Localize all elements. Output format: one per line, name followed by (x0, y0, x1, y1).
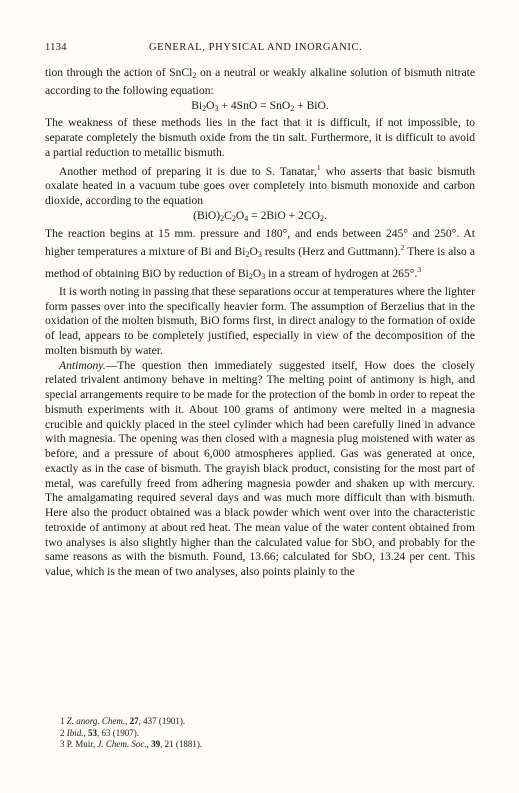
section-title: Antimony. (59, 358, 106, 372)
paragraph-6: Antimony.—The question then immediately suggested itself, How does the closely related trivalent antimony behave in melting? The melting point of antimony is high, and special arrangements require to be made for the protection of the bomb in order to repeat the bismuth experiments with it. About 100 grams of antimony were melted in a magnesia crucible and quickly placed in the steel cylinder which had been carefully lined in advance with magnesia. The opening was then closed with a magnesia plug moistened with water as before, and a pressure of about 6,000 atmospheres applied. Gas was generated at once, exactly as in the case of bismuth. The grayish black product, consisting for the most part of metal, was carefully freed from adhering magnesia powder and shaken up with mercury. The amalgamating required several days and was much more difficult than with bismuth. Here also the product obtained was a black powder which went over into the characteristic tetroxide of antimony at about red heat. The mean value of the water content obtained from two analyses is also slightly higher than the calculated value for SbO, and probably for the same reasons as with the bismuth. Found, 13.66; calculated for SbO, 13.24 per cent. This value, which is the mean of two analyses, also points plainly to the (45, 358, 475, 578)
paragraph-4: The reaction begins at 15 mm. pressure and 180°, and ends between 245° and 250°. At higher temperatures a mixture of Bi and $Bi_2O_3$ results (Herz and Guttmann).$^2$ There is also a method of obtaining BiO by reduction of $Bi_2O_3$ in a stream of hydrogen at 265°.$^3$ (45, 226, 475, 281)
paragraph-3: Another method of preparing it is due to S. Tanatar,$^1$ who asserts that basic bismuth oxalate heated in a vacuum tube goes over completely into bismuth monoxide and carbon dioxide, according to the equation (45, 162, 476, 207)
paragraph-1: tion through the action of SnCl$_2$ on a neutral or weakly alkaline solution of bismuth nitrate according to the following equation: (45, 66, 475, 97)
footnote-3: 3 P. Muir, J. Chem. Soc., 39, 21 (1881). (60, 739, 203, 750)
footnote-2: 2 Ibid., 53, 63 (1907). (60, 727, 139, 738)
paragraph-5: It is worth noting in passing that these separations occur at temperatures where the lighter form passes over into the specifically heavier form. The assumption of Berzelius that in the oxidation of the molten bismuth, BiO forms first, in direct analogy to the formation of oxide of lead, appears to be completely justified, especially in view of the decomposition of the molten bismuth by water. (45, 284, 475, 357)
equation-2: $(BiO)_2C_2O_4 = 2BiO + 2CO_2$. (193, 208, 327, 223)
body-text (45, 66, 475, 580)
footnote-1: 1 Z. anorg. Chem., 27, 437 (1901). (60, 716, 186, 726)
footnote-ref: 3 (417, 265, 422, 274)
footnotes (60, 716, 460, 751)
paragraph-2: The weakness of these methods lies in the fact that it is difficult, if not impossible, to separate completely the bismuth oxide from the tin salt. Furthermore, it is difficult to avoid a partial reduction to metallic bismuth. (45, 116, 475, 159)
page-header (45, 42, 475, 56)
page-number: 1134 (45, 42, 67, 53)
footnote-ref: 2 (400, 243, 405, 253)
running-title: GENERAL, PHYSICAL AND INORGANIC. (149, 42, 363, 53)
equation-1: $Bi_2O_3 + 4SnO = SnO_2$ + BiO. (191, 98, 329, 113)
footnote-ref: 1 (316, 162, 321, 172)
